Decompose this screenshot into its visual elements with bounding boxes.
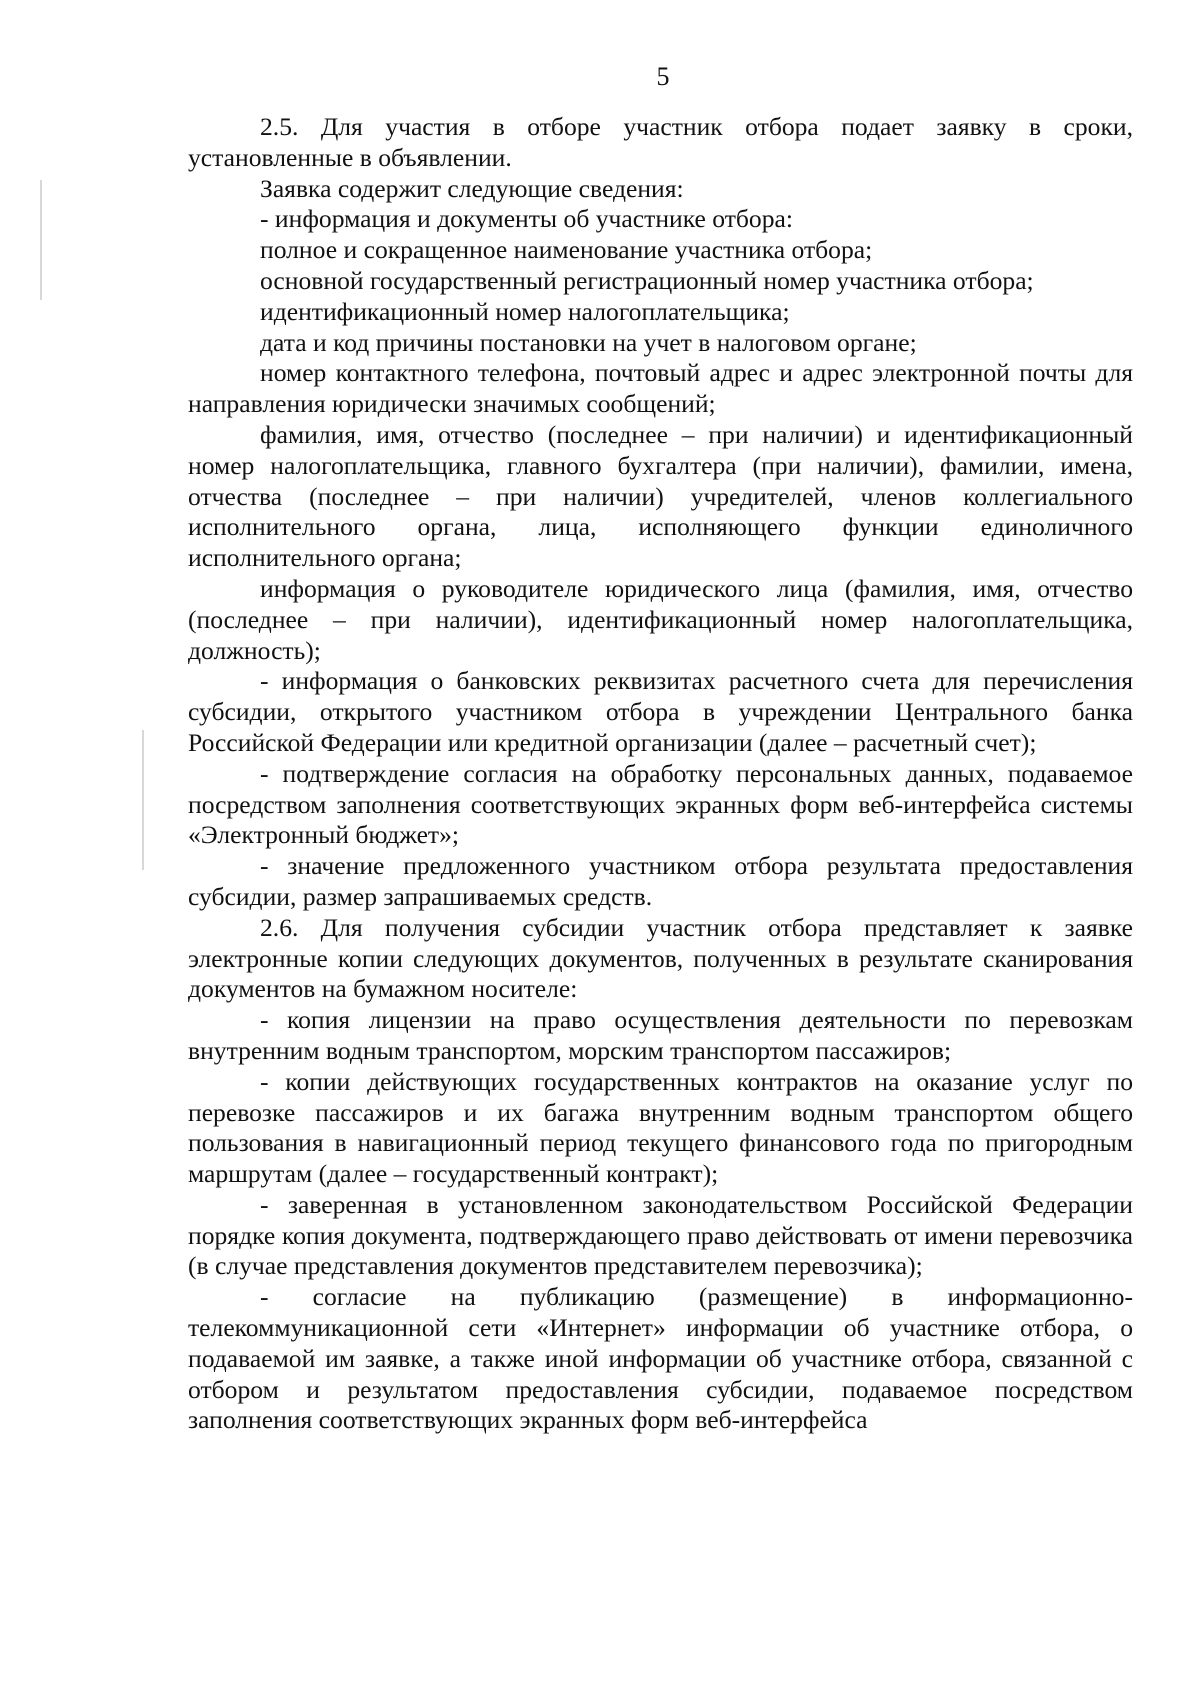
paragraph: номер контактного телефона, почтовый адрес и адрес электронной почты для направления юридически значимых сообщений; <box>188 358 1133 419</box>
paragraph: - значение предложенного участником отбора результата предоставления субсидии, размер запрашиваемых средств. <box>188 851 1133 911</box>
paragraph: - копии действующих государственных контрактов на оказание услуг по перевозке пассажиров и их багажа внутренним водным транспортом общего пользования в навигационный период текущего финансового года по пригородным маршрутам (далее – государственный контракт); <box>188 1066 1133 1189</box>
paragraph: дата и код причины постановки на учет в налоговом органе; <box>260 327 917 357</box>
paragraph: основной государственный регистрационный номер участника отбора; <box>260 265 1034 295</box>
paragraph: 2.5. Для участия в отборе участник отбора подает заявку в сроки, установленные в объявлении. <box>188 112 1133 172</box>
paragraph: - информация и документы об участнике отбора: <box>260 204 793 234</box>
page-number: 5 <box>656 62 670 91</box>
paragraph: - подтверждение согласия на обработку персональных данных, подаваемое посредством заполнения соответствующих экранных форм веб-интерфейса системы «Электронный бюджет»; <box>188 758 1133 850</box>
paragraph: информация о руководителе юридического лица (фамилия, имя, отчество (последнее – при наличии), идентификационный номер налогоплательщика, должность); <box>188 573 1133 665</box>
paragraph: полное и сокращенное наименование участника отбора; <box>260 235 873 265</box>
scan-edge-mark <box>142 730 144 870</box>
paragraph: - согласие на публикацию (размещение) в информационно-телекоммуникационной сети «Интернет» информации об участнике отбора, о подаваемой им заявке, а также иной информации об участнике отбора, связанной с отбором и результатом предоставления субсидии, подаваемое посредством заполнения соответствующих экранных форм веб-интерфейса <box>188 1282 1133 1435</box>
paragraph: - копия лицензии на право осуществления деятельности по перевозкам внутренним водным транспортом, морским транспортом пассажиров; <box>188 1005 1133 1065</box>
paragraph: 2.6. Для получения субсидии участник отбора представляет к заявке электронные копии следующих документов, полученных в результате сканирования документов на бумажном носителе: <box>188 912 1133 1004</box>
paragraph: Заявка содержит следующие сведения: <box>260 173 684 203</box>
document-body <box>188 112 1133 1436</box>
paragraph: - информация о банковских реквизитах расчетного счета для перечисления субсидии, открытого участником отбора в учреждении Центрального банка Российской Федерации или кредитной организации (далее – расчетный счет); <box>188 666 1133 757</box>
scan-edge-mark <box>40 180 42 300</box>
paragraph: - заверенная в установленном законодательством Российской Федерации порядке копия документа, подтверждающего право действовать от имени перевозчика (в случае представления документов представителем перевозчика); <box>188 1189 1133 1281</box>
paragraph: фамилия, имя, отчество (последнее – при наличии) и идентификационный номер налогоплательщика, главного бухгалтера (при наличии), фамилии, имена, отчества (последнее – при наличии) учредителей, членов коллегиального исполнительного органа, лица, исполняющего функции единоличного исполнительного органа; <box>188 419 1133 573</box>
paragraph: идентификационный номер налогоплательщика; <box>260 296 790 326</box>
